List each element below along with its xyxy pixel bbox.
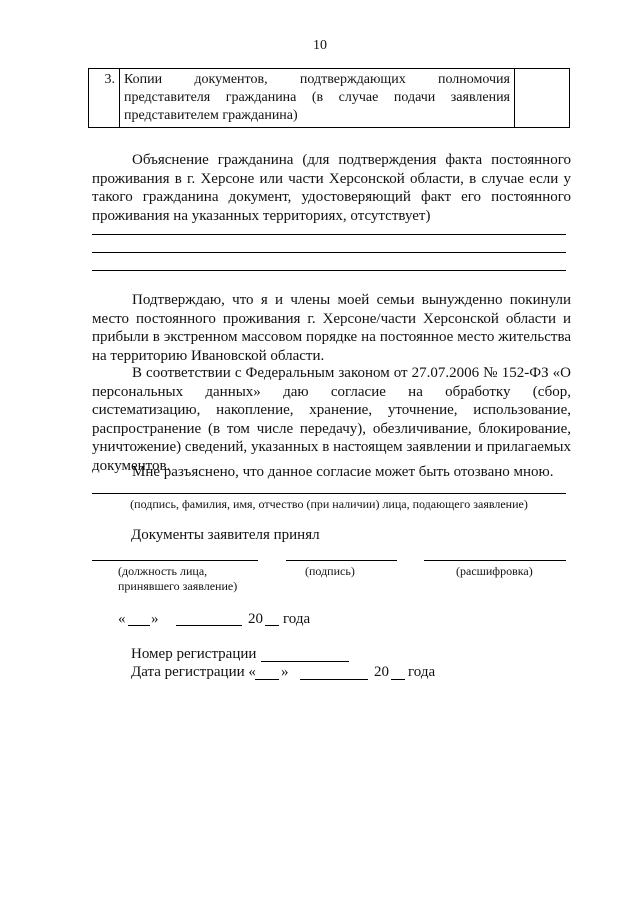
explanation-line-1 <box>92 234 566 235</box>
decoding-caption: (расшифровка) <box>456 564 533 578</box>
revocation-paragraph: Мне разъяснено, что данное согласие может быть отозвано мною. <box>132 464 554 480</box>
documents-table <box>88 68 570 128</box>
date-year-blank <box>265 625 279 626</box>
explanation-line-2 <box>92 252 566 253</box>
position-caption: (должность лица, принявшего заявление) <box>118 564 238 593</box>
table-row <box>89 69 570 128</box>
signature-short-line <box>286 560 397 561</box>
date-month-blank <box>176 625 242 626</box>
position-line <box>92 560 258 561</box>
page-number: 10 <box>313 38 327 53</box>
date-year-prefix: 20 <box>248 611 263 627</box>
row-number: 3. <box>89 69 120 128</box>
row-empty-cell <box>515 69 570 128</box>
signature-caption: (подпись, фамилия, имя, отчество (при наличии) лица, подающего заявление) <box>130 497 528 511</box>
row-text: Копии документов, подтверждающих полномочия представителя гражданина (в случае подачи заявления представителем гражданина) <box>120 69 515 128</box>
registration-year-suffix: года <box>408 664 436 680</box>
consent-paragraph: В соответствии с Федеральным законом от 27.07.2006 № 152-ФЗ «О персональных данных» даю согласие на обработку (сбор, систематизацию, накопление, хранение, уточнение, использование, распространение (в том числе передачу), обезличивание, блокирование, уничтожение) сведений, указанных в настоящем заявлении и прилагаемых документов. <box>92 365 571 474</box>
date-day-blank <box>128 625 150 626</box>
accepted-title: Документы заявителя принял <box>131 527 320 543</box>
registration-number-blank <box>261 661 349 662</box>
signature-short-caption: (подпись) <box>305 564 355 578</box>
registration-year-prefix: 20 <box>374 664 389 680</box>
registration-date-close: » <box>281 664 289 680</box>
date-close-quote: » <box>151 611 159 627</box>
registration-number-label: Номер регистрации <box>131 646 257 662</box>
signature-line <box>92 493 566 494</box>
decoding-line <box>424 560 566 561</box>
date-year-suffix: года <box>283 611 311 627</box>
registration-month-blank <box>300 679 368 680</box>
registration-day-blank <box>255 679 279 680</box>
explanation-line-3 <box>92 270 566 271</box>
explanation-paragraph: Объяснение гражданина (для подтверждения факта постоянного проживания в г. Херсоне или части Херсонской области, в случае если у такого гражданина документ, удостоверяющий факт его постоянного проживания на указанных территориях, отсутствует) <box>92 152 571 224</box>
registration-date-label: Дата регистрации « <box>131 664 256 680</box>
date-open-quote: « <box>118 611 126 627</box>
registration-year-blank <box>391 679 405 680</box>
confirmation-paragraph: Подтверждаю, что я и члены моей семьи вынужденно покинули место постоянного проживания г. Херсоне/части Херсонской области и прибыли в экстренном массовом порядке на постоянное место жительства на территорию Ивановской области. <box>92 292 571 364</box>
